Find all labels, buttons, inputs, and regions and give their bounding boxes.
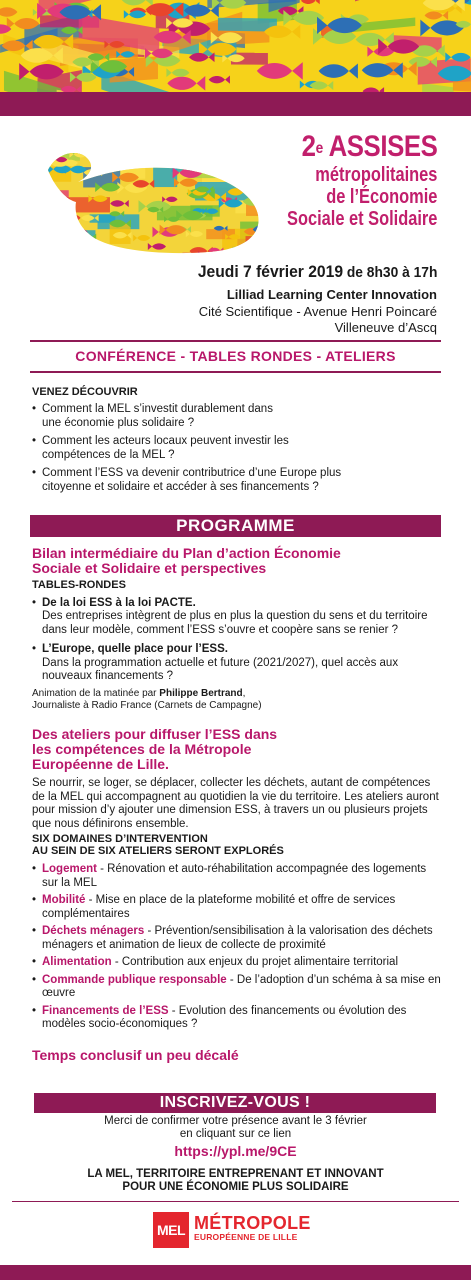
venue-city: Villeneuve d’Ascq [334, 320, 437, 335]
title-ordinal: 2 [301, 130, 316, 163]
part2-intro: Se nourrir, se loger, se déplacer, collecter les déchets, autant de compétences de la MEL qui accompagnent au quotidien la vie du territoire. Les ateliers auront pour mission d’y ajouter une dimension ESS, à travers un ou plusieurs projets que nous définirons ensemble. [32, 777, 439, 830]
inscription-line1: Merci de confirmer votre présence avant le 3 février [104, 1115, 367, 1127]
domain-name: Mobilité [42, 894, 86, 906]
domain-name: Alimentation [42, 956, 112, 968]
conclusion: Temps conclusif un peu décalé [32, 1046, 239, 1063]
event-date-text: Jeudi 7 février 2019 [197, 262, 343, 281]
domain-name: Financements de l’ESS [42, 1004, 169, 1017]
part1-item-title: • L’Europe, quelle place pour l’ESS. [42, 643, 228, 655]
fish-banner-image [0, 0, 471, 92]
part2-subheading-line1: SIX DOMAINES D’INTERVENTION [32, 833, 208, 845]
title-main-text: ASSISES [322, 130, 437, 163]
footer-maroon-bar [0, 1265, 471, 1280]
venez-item: • Comment l’ESS va devenir contributrice d’une Europe plus citoyenne et solidaire et accéder à ses financements ? [32, 466, 382, 494]
venez-item: • Comment la MEL s’investit durablement dans une économie plus solidaire ? [32, 402, 287, 430]
animator-role: Journaliste à Radio France (Carnets de Campagne) [32, 699, 262, 711]
title-line2: métropolitaines [314, 164, 437, 186]
domain-text: - Mise en place de la plateforme mobilité et offre de services complémentaires [42, 894, 396, 920]
part1-title: Bilan intermédiaire du Plan d’action Économie Sociale et Solidaire et perspectives [32, 545, 341, 576]
inscription-line2: en cliquant sur ce lien [179, 1128, 292, 1140]
animator-name: Philippe Bertrand [159, 687, 243, 699]
event-title [254, 130, 437, 230]
logo-sub: EUROPÉENNE DE LILLE [194, 1232, 298, 1242]
domain-item [32, 863, 442, 890]
event-date [197, 262, 437, 282]
programme-part1 [32, 546, 442, 712]
registration-link[interactable]: https://ypl.me/9CE [174, 1143, 297, 1159]
venez-decouvrir-section [32, 385, 442, 498]
domain-text: - Evolution des financements ou évolution des modèles socio-économiques ? [42, 1004, 407, 1030]
part1-item-text: Dans la programmation actuelle et future (2021/2027), quel accès aux nouveaux financements ? [42, 656, 399, 682]
domain-text: - Contribution aux enjeux du projet alimentaire territorial [111, 956, 399, 968]
logo-name: MÉTROPOLE [194, 1213, 311, 1233]
part2-subheading [32, 833, 442, 857]
title-line4: Sociale et Solidaire [286, 208, 437, 230]
title-line3: de l’Économie [325, 186, 437, 208]
venue-name: Lilliad Learning Center Innovation [226, 287, 437, 302]
mel-logo [153, 1210, 311, 1250]
closing-statement [0, 1168, 471, 1194]
venez-heading: VENEZ DÉCOUVRIR [32, 386, 138, 398]
whale-illustration [28, 140, 268, 260]
title-assises [279, 130, 437, 164]
programme-part2 [32, 727, 442, 1063]
venue-address: Cité Scientifique - Avenue Henri Poincaré [198, 304, 437, 319]
domain-item [32, 956, 442, 970]
domain-name: Déchets ménagers [42, 925, 145, 937]
venez-list [32, 402, 442, 494]
divider-top [30, 340, 441, 342]
footer-divider [12, 1201, 459, 1202]
title-ordinal-suffix: e [315, 140, 323, 157]
domain-text: - Prévention/sensibilisation à la valorisation des déchets ménagers et animation de lieux de collecte de proximité [42, 925, 433, 951]
divider-bottom [30, 371, 441, 373]
domain-name: Logement [42, 863, 97, 875]
conference-heading: CONFÉRENCE - TABLES RONDES - ATELIERS [75, 348, 396, 364]
domain-text: - Rénovation et auto-réhabilitation accompagnée des logements sur la MEL [42, 863, 427, 889]
part1-item [32, 643, 442, 684]
part2-subheading-line2: AU SEIN DE SIX ATELIERS SERONT EXPLORÉS [32, 845, 284, 857]
domain-item [32, 1005, 442, 1032]
mel-logo-text [194, 1213, 311, 1244]
domain-item [32, 974, 442, 1001]
part1-subheading: TABLES-RONDES [32, 579, 126, 591]
inscription-text [0, 1115, 471, 1141]
part1-item-title: • De la loi ESS à la loi PACTE. [42, 596, 196, 609]
programme-bar: PROGRAMME [30, 515, 441, 537]
animation-prefix: Animation de la matinée par [32, 687, 160, 699]
domains-list [32, 863, 442, 1032]
part1-item-text: Des entreprises intègrent de plus en plus la question du sens et du territoire dans leur modèle, comment l’ESS s’ouvre et coopère sans se renier ? [42, 610, 428, 636]
venez-item: • Comment les acteurs locaux peuvent investir les compétences de la MEL ? [32, 434, 292, 462]
domain-name: Commande publique responsable [42, 973, 227, 986]
closing-line1: LA MEL, TERRITOIRE ENTREPRENANT ET INNOVANT [87, 1168, 384, 1180]
animator-suffix: , [242, 687, 246, 699]
domain-text: - De l’adoption d’un schéma à sa mise en œuvre [42, 973, 441, 999]
domain-item [32, 925, 442, 952]
part2-title: Des ateliers pour diffuser l’ESS dans les compétences de la Métropole Européenne de Lille. [32, 726, 278, 772]
part1-item [32, 597, 442, 638]
header-maroon-bar [0, 92, 471, 116]
closing-line2: POUR UNE ÉCONOMIE PLUS SOLIDAIRE [122, 1181, 349, 1193]
event-hours: de 8h30 à 17h [342, 264, 437, 281]
mel-badge: MEL [153, 1212, 189, 1248]
inscription-bar: INSCRIVEZ-VOUS ! [34, 1093, 436, 1113]
domain-item [32, 894, 442, 921]
part1-list [32, 597, 442, 684]
animation-credit [32, 688, 442, 712]
